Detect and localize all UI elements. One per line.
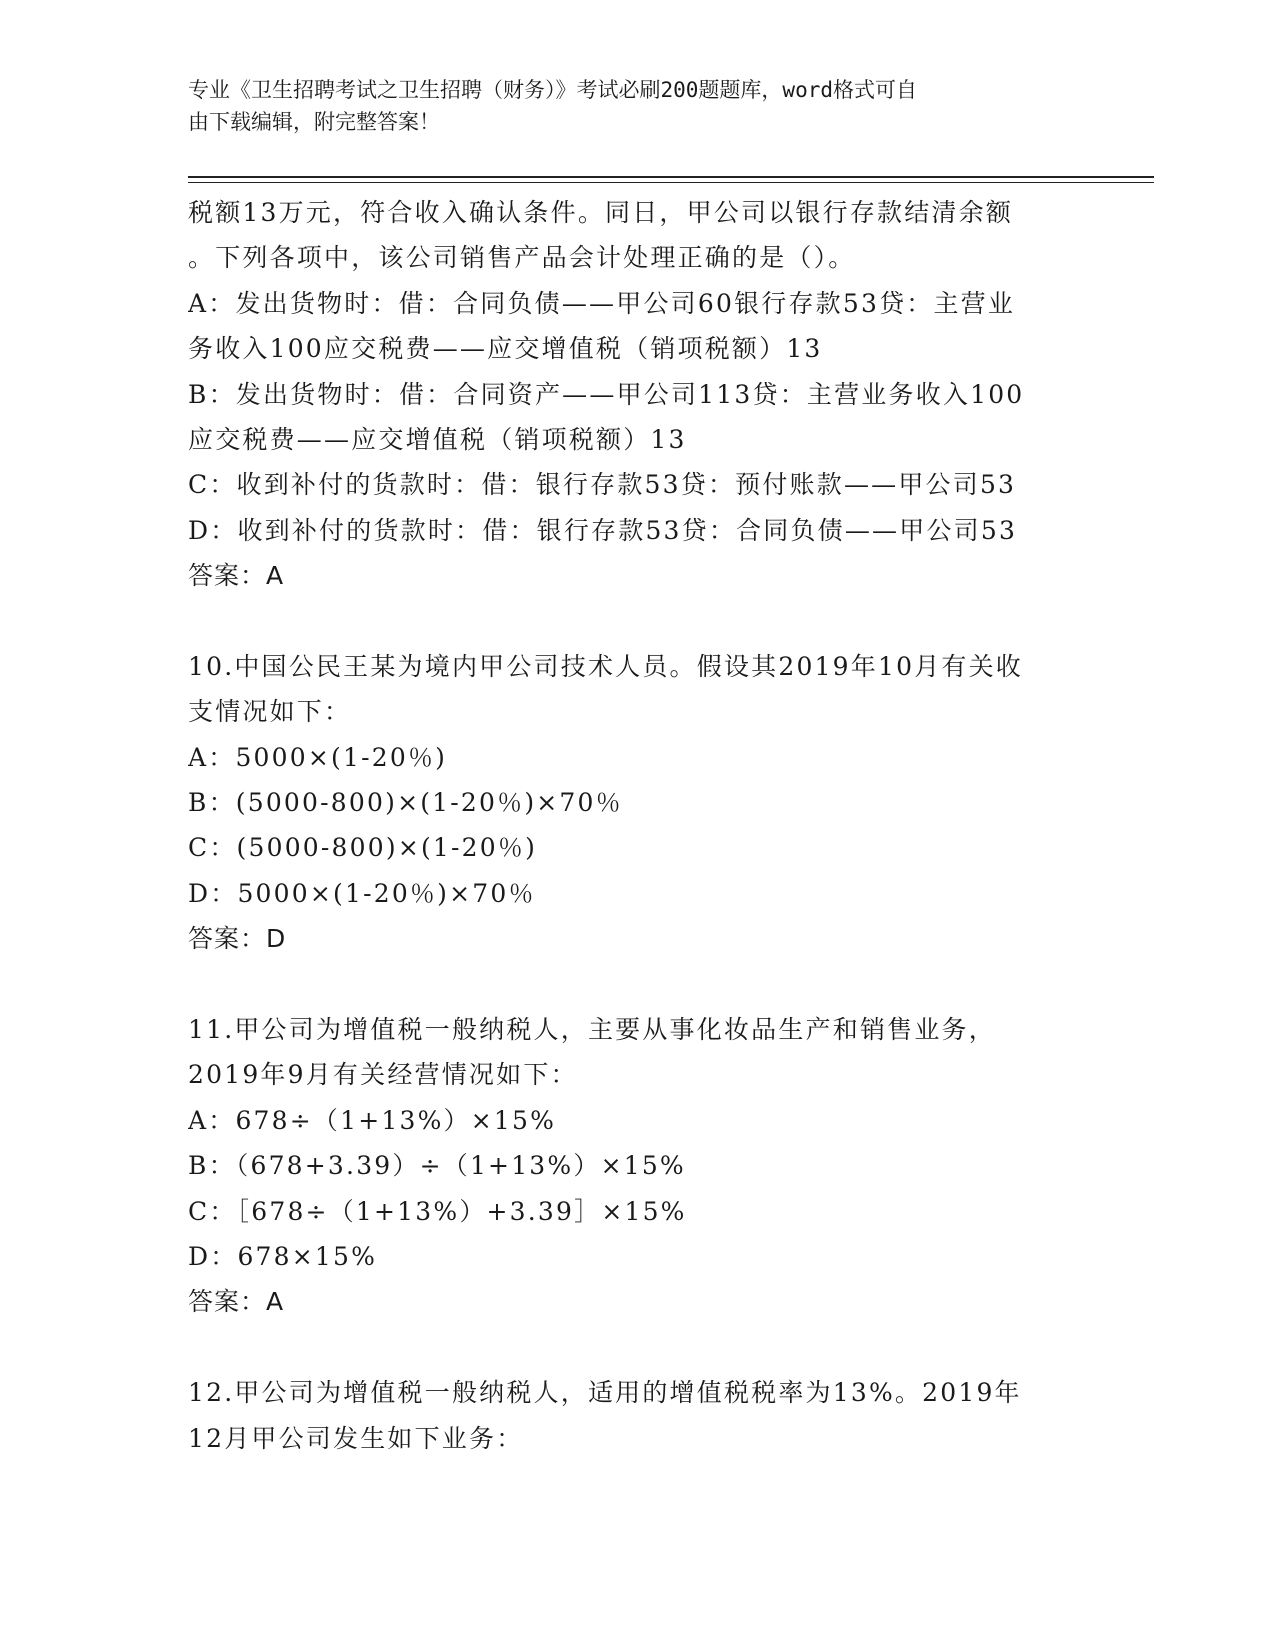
document-body <box>188 190 1088 1461</box>
header-line-2: 由下载编辑，附完整答案！ <box>188 110 440 134</box>
option-b: B：发出货物时：借：合同资产——甲公司113贷：主营业务收入100 <box>188 379 1025 409</box>
question-11 <box>188 1007 1088 1325</box>
question-text: 11.甲公司为增值税一般纳税人，主要从事化妆品生产和销售业务， <box>188 1015 996 1045</box>
question-9 <box>188 190 1088 599</box>
option-a-cont: 务收入100应交税费——应交增值税（销项税额）13 <box>188 334 823 364</box>
option-c: C：(5000-800)×(1-20％) <box>188 833 538 863</box>
option-a: A：678÷（1+13%）×15% <box>188 1105 557 1135</box>
question-text: 支情况如下： <box>188 697 352 727</box>
question-12 <box>188 1370 1088 1461</box>
answer-label: 答案：D <box>188 924 287 954</box>
option-d: D：收到补付的货款时：借：银行存款53贷：合同负债——甲公司53 <box>188 515 1018 545</box>
question-text: 2019年9月有关经营情况如下： <box>188 1060 578 1090</box>
option-d: D：5000×(1-20％)×70％ <box>188 878 536 908</box>
option-a: A：5000×(1-20％) <box>188 742 448 772</box>
question-10 <box>188 644 1088 962</box>
option-c: C：收到补付的货款时：借：银行存款53贷：预付账款——甲公司53 <box>188 470 1017 500</box>
document-header <box>188 74 1068 138</box>
option-b: B：（678+3.39）÷（1+13%）×15% <box>188 1151 686 1181</box>
header-rule-thick <box>188 176 1154 178</box>
option-c: C：［678÷（1+13%）+3.39］×15% <box>188 1196 687 1226</box>
question-text: 12月甲公司发生如下业务： <box>188 1423 524 1453</box>
question-text: 。下列各项中，该公司销售产品会计处理正确的是（）。 <box>188 243 856 273</box>
question-text: 税额13万元，符合收入确认条件。同日，甲公司以银行存款结清余额 <box>188 198 1014 227</box>
answer-label: 答案：A <box>188 1287 285 1317</box>
option-b-cont: 应交税费——应交增值税（销项税额）13 <box>188 424 687 454</box>
header-line-1: 专业《卫生招聘考试之卫生招聘（财务）》考试必刷200题题库，word格式可自 <box>188 78 917 102</box>
header-rule-thin <box>188 182 1154 183</box>
option-a: A：发出货物时：借：合同负债——甲公司60银行存款53贷：主营业 <box>188 288 1016 318</box>
question-text: 12.甲公司为增值税一般纳税人，适用的增值税税率为13%。2019年 <box>188 1378 1022 1408</box>
answer-label: 答案：A <box>188 561 285 591</box>
option-d: D：678×15% <box>188 1241 378 1271</box>
option-b: B：(5000-800)×(1-20％)×70％ <box>188 788 623 818</box>
question-text: 10.中国公民王某为境内甲公司技术人员。假设其2019年10月有关收 <box>188 651 1023 681</box>
